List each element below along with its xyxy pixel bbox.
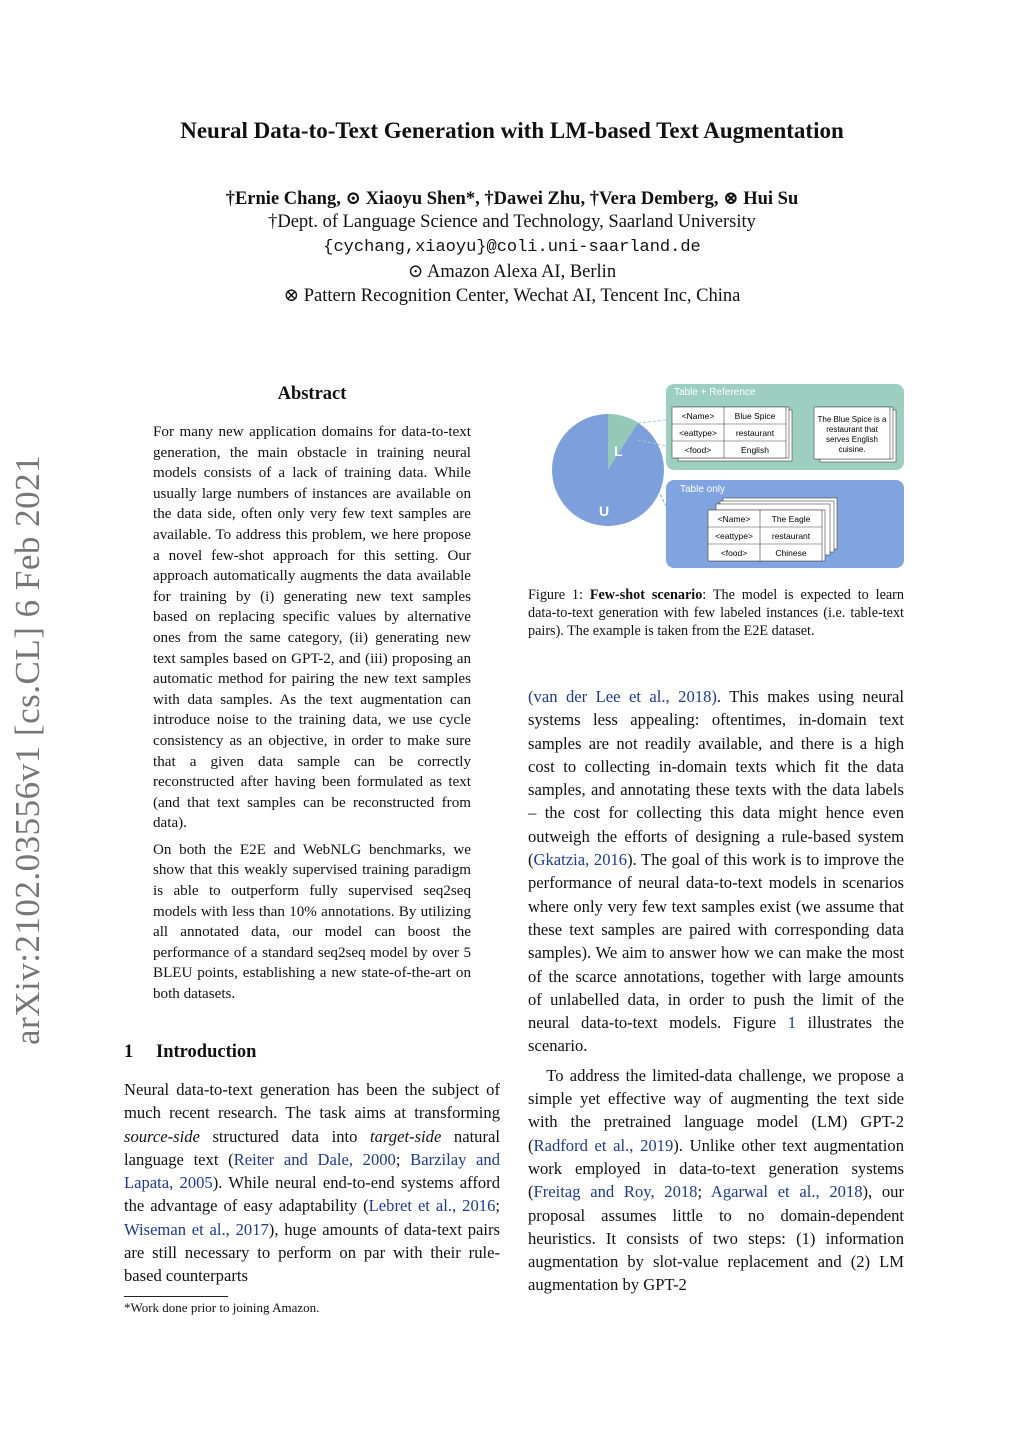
table-stack-1 bbox=[672, 407, 792, 461]
pie-label-l: L bbox=[614, 443, 623, 459]
footnote: *Work done prior to joining Amazon. bbox=[124, 1300, 320, 1315]
paper-title: Neural Data-to-Text Generation with LM-based Text Augmentation bbox=[180, 118, 844, 143]
table-cell: restaurant bbox=[771, 531, 811, 541]
section-number: 1 bbox=[124, 1042, 134, 1062]
section-heading-introduction bbox=[124, 1042, 256, 1063]
table-cell: <eattype> bbox=[679, 428, 717, 438]
figure-reference-link[interactable]: 1 bbox=[787, 1013, 797, 1033]
citation-link[interactable]: (van der Lee et al., 2018) bbox=[528, 687, 717, 706]
abstract-heading: Abstract bbox=[277, 384, 347, 404]
arxiv-identifier: arXiv:2102.03556v1 [cs.CL] 6 Feb 2021 bbox=[8, 454, 47, 1045]
figure-caption: Figure 1: Few-shot scenario: The model is expected to learn data-to-text generation with few labeled instances (i.e. table-text pairs). The example is taken from the E2E dataset. bbox=[528, 587, 904, 639]
intro-paragraph: (van der Lee et al., 2018). This makes using neural systems less appealing: oftentimes, in-domain text samples are not readily available, and there is a high cost to collecting in-domain texts which fit the data samples, and annotating these texts with the data labels – the cost for collecting this data might hence even outweigh the efforts of designing a rule-based system (Gkatzia, 2016). The goal of this work is to improve the performance of neural data-to-text models in scenarios where only very few text samples exist (we assume that these text samples are paired with corresponding data samples). We aim to answer how we can make the most of the scarce annotations, together with large amounts of unlabelled data, in order to push the limit of the neural data-to-text models. Figure 1 illustrates the scenario. bbox=[528, 687, 904, 1056]
table-cell: <food> bbox=[720, 548, 748, 558]
intro-paragraph: Neural data-to-text generation has been the subject of much recent research. The task aims at transforming source-side structured data into target-side natural language text (Reiter and Dale, 2000; Barzilay and Lapata, 2005). While neural end-to-end systems afford the advantage of easy adaptability (Lebret et al., 2016; Wiseman et al., 2017), huge amounts of data-text pairs are still necessary to perform on par with their rule-based counterparts bbox=[124, 1080, 501, 1286]
reference-text-stack bbox=[814, 407, 896, 462]
citation-link[interactable]: Lebret et al., 2016 bbox=[368, 1196, 496, 1216]
reference-line: restaurant that bbox=[826, 425, 878, 434]
table-stack-2 bbox=[708, 498, 837, 561]
intro-paragraph: To address the limited-data challenge, we propose a simple yet effective way of augmenting the text side with the pretrained language model (LM) GPT-2 (Radford et al., 2019). Unlike other text augmentation work employed in data-to-text generation systems (Freitag and Roy, 2018; Agarwal et al., 2018), our proposal assumes little to no domain-dependent heuristics. It consists of two steps: (1) information augmentation by slot-value replacement and (2) LM augmentation by GPT-2 bbox=[528, 1065, 904, 1295]
table-cell: The Eagle bbox=[771, 514, 811, 524]
table-cell: English bbox=[741, 445, 769, 455]
footnote-rule bbox=[124, 1296, 228, 1297]
abstract-paragraph: For many new application domains for data-to-text generation, the main obstacle in training neural models consists of a lack of training data. While usually large numbers of instances are available on the data side, often only very few text samples are available. To address this problem, we here propose a novel few-shot approach for this setting. Our approach automatically augments the data available for training by (i) generating new text samples based on replacing specific values by alternative ones from the same category, (ii) generating new text samples based on GPT-2, and (iii) proposing an automatic method for pairing the new text samples with data samples. As the text augmentation can introduce noise to the training data, we use cycle consistency as an objective, in order to make sure that a given data sample can be correctly reconstructed after having been formulated as text (and that text samples can be reconstructed from data). bbox=[153, 424, 471, 832]
citation-link[interactable]: Reiter and Dale, 2000 bbox=[233, 1149, 396, 1169]
author-email: {cychang,xiaoyu}@coli.uni-saarland.de bbox=[323, 238, 701, 257]
citation-link[interactable]: Wiseman et al., 2017 bbox=[124, 1219, 269, 1239]
author-list: †Ernie Chang, ⊙ Xiaoyu Shen*, †Dawei Zhu, †Vera Demberg, ⊗ Hui Su bbox=[225, 189, 799, 209]
box-label: Table only bbox=[680, 484, 726, 495]
reference-line: The Blue Spice is a bbox=[817, 415, 887, 424]
right-column-text bbox=[528, 685, 904, 1297]
table-cell: Chinese bbox=[775, 548, 807, 558]
citation-link[interactable]: Gkatzia, 2016 bbox=[533, 850, 628, 870]
pie-label-u: U bbox=[599, 503, 610, 519]
section-title: Introduction bbox=[156, 1042, 257, 1062]
table-cell: Blue Spice bbox=[734, 411, 776, 421]
table-cell: <food> bbox=[684, 445, 712, 455]
figure-few-shot-scenario bbox=[548, 380, 908, 580]
table-cell: restaurant bbox=[735, 428, 775, 438]
citation-link[interactable]: Radford et al., 2019 bbox=[533, 1135, 674, 1155]
affiliation-tencent: ⊗ Pattern Recognition Center, Wechat AI, Tencent Inc, China bbox=[283, 286, 741, 306]
abstract-body bbox=[153, 422, 471, 1005]
affiliation-amazon: ⊙ Amazon Alexa AI, Berlin bbox=[407, 262, 617, 282]
affiliation-saarland: †Dept. of Language Science and Technology, Saarland University bbox=[268, 212, 756, 232]
box-label: Table + Reference bbox=[674, 387, 756, 398]
table-cell: <Name> bbox=[717, 514, 751, 524]
table-cell: <Name> bbox=[681, 411, 715, 421]
reference-line: cuisine. bbox=[838, 445, 866, 454]
citation-link[interactable]: Agarwal et al., 2018 bbox=[710, 1182, 863, 1202]
reference-line: serves English bbox=[825, 435, 879, 444]
citation-link[interactable]: Freitag and Roy, 2018 bbox=[533, 1182, 698, 1202]
citation-link[interactable]: Barzilay and Lapata, 2005 bbox=[124, 1149, 500, 1193]
table-cell: <eattype> bbox=[715, 531, 753, 541]
abstract-paragraph: On both the E2E and WebNLG benchmarks, we show that this weakly supervised training paradigm is able to outperform fully supervised seq2seq models with less than 10% annotations. By utilizing all annotated data, our model can boost the performance of a standard seq2seq model by over 5 BLEU points, establishing a new state-of-the-art on both datasets. bbox=[153, 841, 471, 1003]
